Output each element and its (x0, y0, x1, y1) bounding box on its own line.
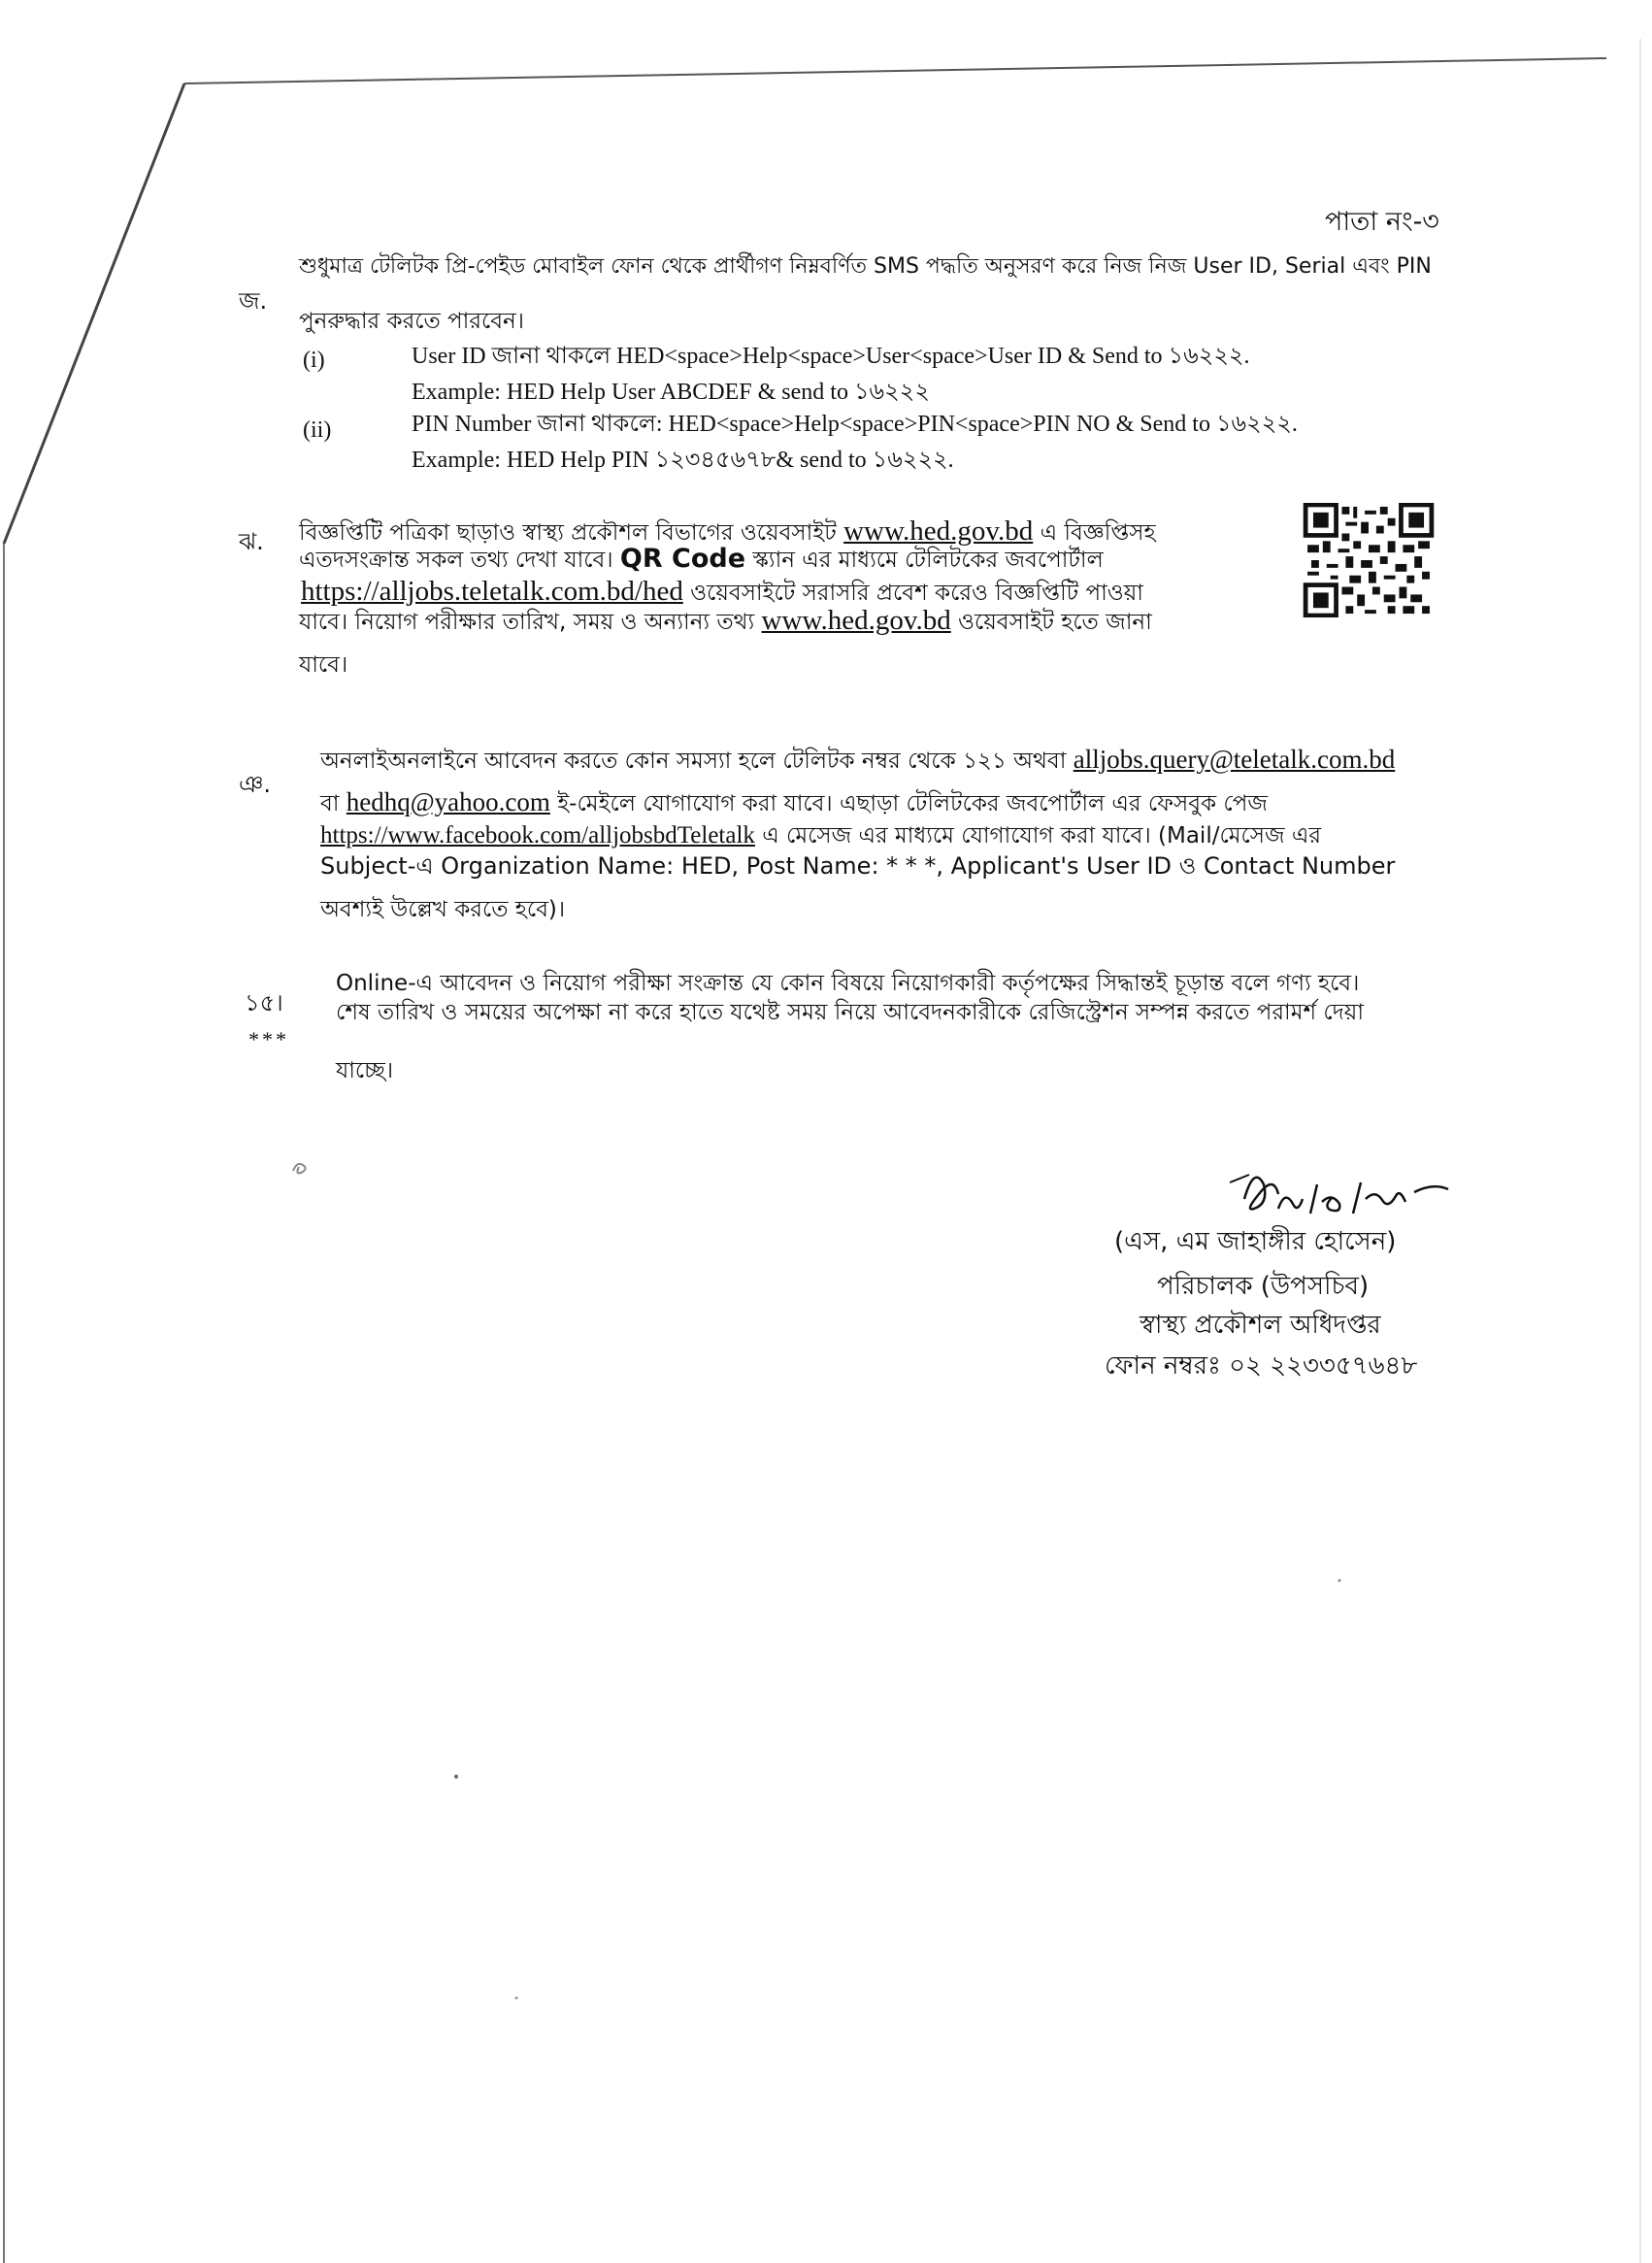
section-nio-l2-text-b: ই-মেইলে যোগাযোগ করা যাবে। এছাড়া টেলিটকের জবপোর্টাল এর ফেসবুক পেজ (557, 791, 1268, 816)
signatory-designation: পরিচালক (উপসচিব) (1157, 1272, 1370, 1301)
note-line2: যাচ্ছে। (336, 1058, 394, 1083)
signatory-name: (এস, এম জাহাঙ্গীর হোসেন) (1114, 1227, 1397, 1256)
teletalk-hed-link[interactable]: https://alljobs.teletalk.com.bd/hed (301, 576, 683, 607)
item-ii-text: PIN Number জানা থাকলে: HED<space>Help<space>PIN<space>PIN NO & Send to ১৬২২২. (412, 412, 1298, 437)
hed-website-link[interactable]: www.hed.gov.bd (843, 516, 1034, 547)
section-15-text: Online-এ আবেদন ও নিয়োগ পরীক্ষা সংক্রান্ত যে কোন বিষয়ে নিয়োগকারী কর্তৃপক্ষের সিদ্ধান্তই চূড়ান্ত বলে গণ্য হবে। (336, 971, 1360, 996)
item-i-example: Example: HED Help User ABCDEF & send to ১৬২২২ (412, 380, 930, 405)
section-jho-l3-text: ওয়েবসাইটে সরাসরি প্রবেশ করেও বিজ্ঞপ্তিটি পাওয়া (690, 581, 1143, 606)
section-jho-l2-text-b: স্ক্যান এর মাধ্যমে টেলিটকের জবপোর্টাল (752, 548, 1104, 573)
section-15-marker: ১৫। (245, 989, 283, 1016)
section-jho-l1-text-b: এ বিজ্ঞপ্তিসহ (1040, 520, 1156, 546)
section-nio-l2-text: বা (320, 791, 340, 816)
section-jho-l2-text: এতদসংক্রান্ত সকল তথ্য দেখা যাবে। (299, 548, 613, 573)
qr-code-label: QR Code (619, 544, 746, 574)
section-jho-l4-text-b: ওয়েবসাইট হতে জানা (958, 610, 1152, 635)
note-marker: *** (248, 1027, 289, 1051)
page-number: পাতা নং-৩ (1325, 207, 1439, 237)
item-i-text: User ID জানা থাকলে HED<space>Help<space>User<space>User ID & Send to ১৬২২২. (412, 344, 1250, 369)
section-jho-line5: যাবে। (299, 652, 348, 678)
hedhq-email-link[interactable]: hedhq@yahoo.com (346, 787, 550, 816)
section-jo-marker: জ. (239, 287, 268, 315)
alljobs-query-email-link[interactable]: alljobs.query@teletalk.com.bd (1073, 745, 1396, 774)
item-ii-marker: (ii) (303, 417, 332, 443)
note-line1: শেষ তারিখ ও সময়ের অপেক্ষা না করে হাতে যথেষ্ট সময় নিয়ে আবেদনকারীকে রেজিস্ট্রেশন সম্পন্ন করতে পরামর্শ দেয়া (336, 1000, 1365, 1025)
signatory-office: স্বাস্থ্য প্রকৌশল অধিদপ্তর (1140, 1311, 1381, 1340)
section-nio-line5: অবশ্যই উল্লেখ করতে হবে)। (320, 897, 566, 922)
section-jho-l4-text: যাবে। নিয়োগ পরীক্ষার তারিখ, সময় ও অন্যান্য তথ্য (299, 610, 755, 635)
section-jho-l1-text: বিজ্ঞপ্তিটি পত্রিকা ছাড়াও স্বাস্থ্য প্রকৌশল বিভাগের ওয়েবসাইট (299, 520, 837, 546)
section-jo-line1: শুধুমাত্র টেলিটক প্রি-পেইড মোবাইল ফোন থেকে প্রার্থীগণ নিম্নবর্ণিত SMS পদ্ধতি অনুসরণ করে নিজ নিজ User ID, Serial এবং PIN (299, 254, 1432, 279)
facebook-page-link[interactable]: https://www.facebook.com/alljobsbdTeletalk (320, 822, 755, 849)
section-jho-marker: ঝ. (239, 528, 264, 555)
item-i-marker: (i) (303, 348, 325, 373)
section-nio-l1-text: অনলাইঅনলাইনে আবেদন করতে কোন সমস্যা হলে টেলিটক নম্বর থেকে ১২১ অথবা (320, 749, 1067, 774)
section-nio-marker: ঞ. (239, 771, 271, 798)
section-nio-line4: Subject-এ Organization Name: HED, Post Name: * * *, Applicant's User ID ও Contact Number (320, 852, 1396, 880)
section-nio-l3-text: এ মেসেজ এর মাধ্যমে যোগাযোগ করা যাবে। (Mail/মেসেজ এর (762, 823, 1322, 849)
signatory-phone: ফোন নম্বরঃ ০২ ২২৩৩৫৭৬৪৮ (1105, 1351, 1418, 1381)
item-ii-example: Example: HED Help PIN ১২৩৪৫৬৭৮& send to ১৬২২২. (412, 448, 954, 473)
section-jo-line2: পুনরুদ্ধার করতে পারবেন। (299, 309, 524, 334)
hed-website-link-2[interactable]: www.hed.gov.bd (761, 605, 951, 636)
